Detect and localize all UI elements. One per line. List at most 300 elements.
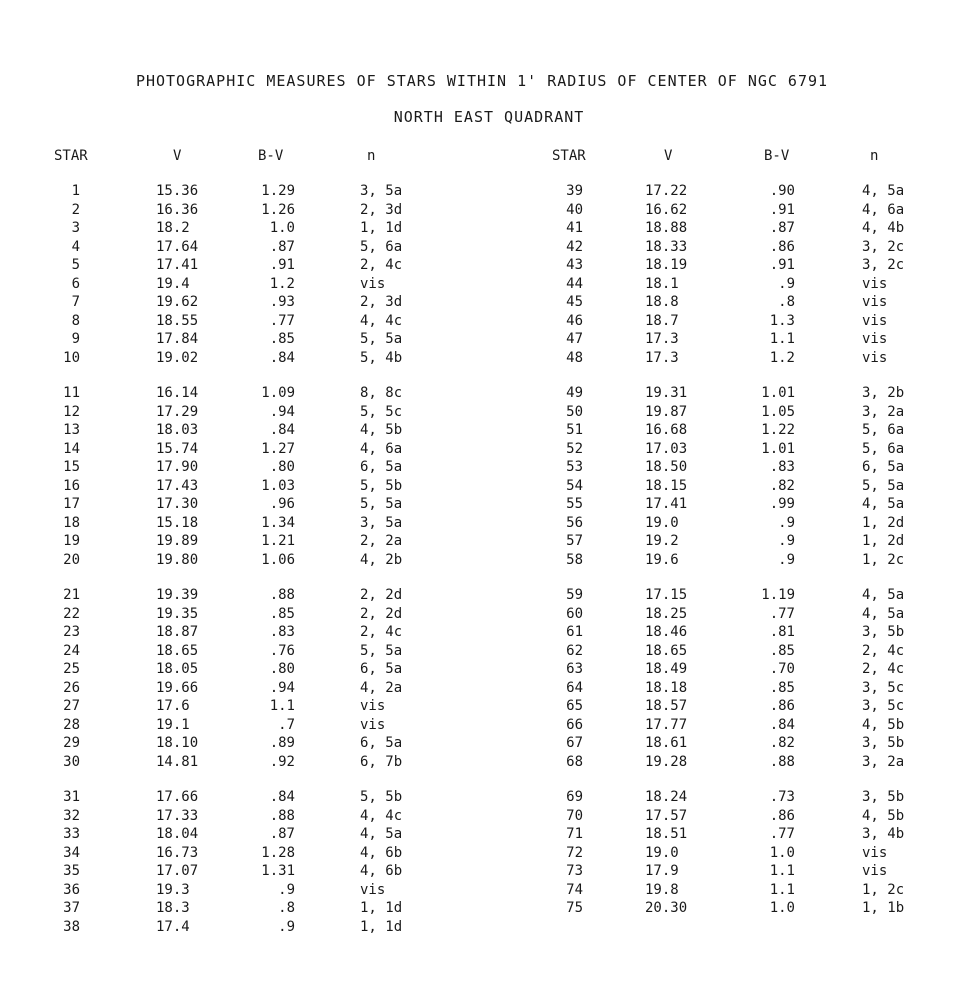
star-number: 57 bbox=[566, 533, 583, 549]
n-count: 3, 5c bbox=[862, 679, 905, 696]
b-v-color: .8 bbox=[278, 900, 295, 916]
n-count: 6, 5a bbox=[862, 459, 905, 475]
v-magnitude: 17.57 bbox=[645, 807, 688, 824]
star-number: 48 bbox=[566, 349, 583, 366]
b-v-color: .76 bbox=[269, 642, 295, 659]
b-v-color: .84 bbox=[769, 716, 795, 733]
b-v-color: 1.1 bbox=[769, 863, 795, 879]
b-v-color: 1.01 bbox=[761, 385, 795, 401]
v-magnitude: 18.65 bbox=[156, 642, 199, 659]
star-number: 58 bbox=[566, 551, 583, 568]
star-number: 5 bbox=[71, 257, 80, 273]
v-magnitude: 17.07 bbox=[156, 863, 199, 879]
b-v-color: .94 bbox=[269, 679, 295, 696]
star-number: 39 bbox=[566, 183, 583, 199]
n-count: 4, 5b bbox=[862, 807, 905, 824]
star-number: 43 bbox=[566, 257, 583, 273]
b-v-color: 1.3 bbox=[769, 312, 795, 329]
header-star-right: STAR bbox=[552, 148, 586, 164]
b-v-color: 1.03 bbox=[261, 477, 295, 494]
b-v-color: .9 bbox=[778, 514, 795, 531]
n-count: 3, 2a bbox=[862, 403, 905, 420]
v-magnitude: 18.03 bbox=[156, 422, 199, 438]
star-number: 64 bbox=[566, 679, 583, 696]
v-magnitude: 17.4 bbox=[156, 918, 190, 935]
star-number: 70 bbox=[566, 807, 583, 824]
b-v-color: 1.09 bbox=[261, 385, 295, 401]
n-count: vis bbox=[862, 294, 888, 310]
v-magnitude: 17.29 bbox=[156, 403, 199, 420]
v-magnitude: 18.88 bbox=[645, 220, 688, 236]
n-count: 4, 6b bbox=[360, 844, 403, 861]
star-number: 1 bbox=[71, 183, 80, 199]
v-magnitude: 18.87 bbox=[156, 624, 199, 640]
star-number: 74 bbox=[566, 881, 583, 898]
star-number: 35 bbox=[63, 863, 80, 879]
star-number: 67 bbox=[566, 735, 583, 751]
star-number: 66 bbox=[566, 716, 583, 733]
v-magnitude: 20.30 bbox=[645, 900, 688, 916]
b-v-color: .84 bbox=[269, 789, 295, 805]
star-number: 40 bbox=[566, 201, 583, 218]
n-count: 3, 5b bbox=[862, 624, 905, 640]
b-v-color: .9 bbox=[278, 918, 295, 935]
b-v-color: .8 bbox=[778, 294, 795, 310]
v-magnitude: 19.0 bbox=[645, 514, 679, 531]
b-v-color: .81 bbox=[769, 624, 795, 640]
n-count: 4, 5a bbox=[360, 826, 403, 842]
n-count: 1, 1d bbox=[360, 918, 403, 935]
v-magnitude: 18.65 bbox=[645, 642, 688, 659]
v-magnitude: 19.39 bbox=[156, 587, 199, 603]
b-v-color: .80 bbox=[269, 661, 295, 677]
star-number: 53 bbox=[566, 459, 583, 475]
star-number: 14 bbox=[63, 440, 80, 457]
n-count: 1, 2c bbox=[862, 881, 905, 898]
star-number: 9 bbox=[71, 331, 80, 347]
v-magnitude: 16.73 bbox=[156, 844, 199, 861]
n-count: 2, 4c bbox=[862, 661, 905, 677]
star-number: 37 bbox=[63, 900, 80, 916]
b-v-color: .91 bbox=[769, 257, 795, 273]
star-number: 28 bbox=[63, 716, 80, 733]
v-magnitude: 18.24 bbox=[645, 789, 688, 805]
v-magnitude: 18.51 bbox=[645, 826, 688, 842]
v-magnitude: 18.3 bbox=[156, 900, 190, 916]
n-count: 3, 5a bbox=[360, 514, 403, 531]
n-count: 4, 5a bbox=[862, 496, 905, 512]
b-v-color: .83 bbox=[269, 624, 295, 640]
document-subtitle: NORTH EAST QUADRANT bbox=[393, 108, 585, 126]
n-count: 1, 1d bbox=[360, 220, 403, 236]
b-v-color: .84 bbox=[269, 422, 295, 438]
star-number: 71 bbox=[566, 826, 583, 842]
n-count: 5, 5a bbox=[360, 331, 403, 347]
v-magnitude: 19.31 bbox=[645, 385, 688, 401]
b-v-color: .88 bbox=[769, 753, 795, 770]
v-magnitude: 19.4 bbox=[156, 275, 190, 292]
v-magnitude: 17.43 bbox=[156, 477, 199, 494]
star-number: 72 bbox=[566, 844, 583, 861]
star-number: 34 bbox=[63, 844, 80, 861]
n-count: 1, 1b bbox=[862, 900, 905, 916]
b-v-color: .70 bbox=[769, 661, 795, 677]
b-v-color: .88 bbox=[269, 807, 295, 824]
b-v-color: .90 bbox=[769, 183, 795, 199]
star-number: 47 bbox=[566, 331, 583, 347]
star-number: 45 bbox=[566, 294, 583, 310]
b-v-color: .87 bbox=[269, 826, 295, 842]
b-v-color: 1.22 bbox=[761, 422, 795, 438]
n-count: 2, 4c bbox=[360, 257, 403, 273]
star-number: 62 bbox=[566, 642, 583, 659]
n-count: 4, 4c bbox=[360, 807, 403, 824]
star-number: 51 bbox=[566, 422, 583, 438]
star-number: 16 bbox=[63, 477, 80, 494]
b-v-color: .89 bbox=[269, 735, 295, 751]
star-number: 50 bbox=[566, 403, 583, 420]
n-count: 1, 2d bbox=[862, 514, 905, 531]
n-count: vis bbox=[862, 349, 888, 366]
n-count: 4, 5a bbox=[862, 587, 905, 603]
n-count: 4, 6a bbox=[360, 440, 403, 457]
n-count: vis bbox=[862, 863, 888, 879]
n-count: 5, 4b bbox=[360, 349, 403, 366]
v-magnitude: 19.02 bbox=[156, 349, 199, 366]
b-v-color: .85 bbox=[269, 605, 295, 622]
star-number: 44 bbox=[566, 275, 583, 292]
v-magnitude: 18.33 bbox=[645, 238, 688, 255]
v-magnitude: 19.62 bbox=[156, 294, 199, 310]
n-count: 2, 3d bbox=[360, 294, 403, 310]
star-number: 46 bbox=[566, 312, 583, 329]
b-v-color: 1.27 bbox=[261, 440, 295, 457]
n-count: 3, 5a bbox=[360, 183, 403, 199]
n-count: 2, 2a bbox=[360, 533, 403, 549]
n-count: 4, 6a bbox=[862, 201, 905, 218]
n-count: 8, 8c bbox=[360, 385, 403, 401]
star-number: 22 bbox=[63, 605, 80, 622]
star-number: 25 bbox=[63, 661, 80, 677]
b-v-color: .9 bbox=[778, 551, 795, 568]
v-magnitude: 19.66 bbox=[156, 679, 199, 696]
n-count: 3, 2c bbox=[862, 238, 905, 255]
star-number: 60 bbox=[566, 605, 583, 622]
v-magnitude: 18.10 bbox=[156, 735, 199, 751]
header-v-right: V bbox=[664, 148, 673, 164]
v-magnitude: 15.18 bbox=[156, 514, 199, 531]
star-number: 7 bbox=[71, 294, 80, 310]
b-v-color: 1.06 bbox=[261, 551, 295, 568]
v-magnitude: 17.9 bbox=[645, 863, 679, 879]
n-count: vis bbox=[862, 331, 888, 347]
header-n-left: n bbox=[367, 148, 376, 164]
star-number: 13 bbox=[63, 422, 80, 438]
b-v-color: 1.31 bbox=[261, 863, 295, 879]
star-number: 55 bbox=[566, 496, 583, 512]
v-magnitude: 16.68 bbox=[645, 422, 688, 438]
n-count: 5, 5a bbox=[360, 642, 403, 659]
v-magnitude: 19.80 bbox=[156, 551, 199, 568]
star-number: 17 bbox=[63, 496, 80, 512]
v-magnitude: 17.03 bbox=[645, 440, 688, 457]
b-v-color: 1.0 bbox=[769, 844, 795, 861]
v-magnitude: 18.05 bbox=[156, 661, 199, 677]
star-number: 2 bbox=[71, 201, 80, 218]
v-magnitude: 17.3 bbox=[645, 331, 679, 347]
v-magnitude: 15.36 bbox=[156, 183, 199, 199]
n-count: 5, 5a bbox=[862, 477, 905, 494]
star-number: 26 bbox=[63, 679, 80, 696]
n-count: 3, 4b bbox=[862, 826, 905, 842]
v-magnitude: 18.04 bbox=[156, 826, 199, 842]
v-magnitude: 19.8 bbox=[645, 881, 679, 898]
b-v-color: 1.21 bbox=[261, 533, 295, 549]
star-number: 61 bbox=[566, 624, 583, 640]
star-number: 52 bbox=[566, 440, 583, 457]
v-magnitude: 19.0 bbox=[645, 844, 679, 861]
star-number: 32 bbox=[63, 807, 80, 824]
star-number: 20 bbox=[63, 551, 80, 568]
n-count: 4, 5b bbox=[360, 422, 403, 438]
v-magnitude: 18.61 bbox=[645, 735, 688, 751]
star-number: 41 bbox=[566, 220, 583, 236]
n-count: 1, 2d bbox=[862, 533, 905, 549]
star-number: 54 bbox=[566, 477, 583, 494]
v-magnitude: 19.28 bbox=[645, 753, 688, 770]
star-number: 18 bbox=[63, 514, 80, 531]
n-count: 3, 5b bbox=[862, 735, 905, 751]
b-v-color: .9 bbox=[778, 533, 795, 549]
n-count: 4, 4b bbox=[862, 220, 905, 236]
v-magnitude: 18.49 bbox=[645, 661, 688, 677]
star-number: 4 bbox=[71, 238, 80, 255]
n-count: 5, 5a bbox=[360, 496, 403, 512]
v-magnitude: 19.1 bbox=[156, 716, 190, 733]
b-v-color: 1.1 bbox=[269, 698, 295, 714]
n-count: 6, 7b bbox=[360, 753, 403, 770]
n-count: 4, 6b bbox=[360, 863, 403, 879]
b-v-color: 1.1 bbox=[769, 881, 795, 898]
star-number: 36 bbox=[63, 881, 80, 898]
star-number: 3 bbox=[71, 220, 80, 236]
n-count: 6, 5a bbox=[360, 661, 403, 677]
star-number: 21 bbox=[63, 587, 80, 603]
b-v-color: 1.19 bbox=[761, 587, 795, 603]
n-count: vis bbox=[862, 312, 888, 329]
v-magnitude: 17.15 bbox=[645, 587, 688, 603]
b-v-color: .88 bbox=[269, 587, 295, 603]
v-magnitude: 19.89 bbox=[156, 533, 199, 549]
star-number: 8 bbox=[71, 312, 80, 329]
star-number: 49 bbox=[566, 385, 583, 401]
star-number: 30 bbox=[63, 753, 80, 770]
b-v-color: 1.29 bbox=[261, 183, 295, 199]
n-count: 2, 4c bbox=[360, 624, 403, 640]
star-number: 31 bbox=[63, 789, 80, 805]
b-v-color: 1.2 bbox=[769, 349, 795, 366]
b-v-color: 1.26 bbox=[261, 201, 295, 218]
v-magnitude: 17.90 bbox=[156, 459, 199, 475]
n-count: 3, 5b bbox=[862, 789, 905, 805]
b-v-color: .85 bbox=[269, 331, 295, 347]
n-count: vis bbox=[862, 275, 888, 292]
v-magnitude: 18.46 bbox=[645, 624, 688, 640]
v-magnitude: 18.50 bbox=[645, 459, 688, 475]
b-v-color: .86 bbox=[769, 698, 795, 714]
n-count: vis bbox=[862, 844, 888, 861]
b-v-color: 1.01 bbox=[761, 440, 795, 457]
b-v-color: .77 bbox=[269, 312, 295, 329]
star-number: 42 bbox=[566, 238, 583, 255]
star-number: 59 bbox=[566, 587, 583, 603]
n-count: 5, 5b bbox=[360, 477, 403, 494]
v-magnitude: 17.22 bbox=[645, 183, 688, 199]
star-number: 73 bbox=[566, 863, 583, 879]
n-count: 4, 5a bbox=[862, 183, 905, 199]
v-magnitude: 18.19 bbox=[645, 257, 688, 273]
v-magnitude: 18.7 bbox=[645, 312, 679, 329]
b-v-color: .85 bbox=[769, 679, 795, 696]
v-magnitude: 18.1 bbox=[645, 275, 679, 292]
b-v-color: .91 bbox=[769, 201, 795, 218]
v-magnitude: 17.84 bbox=[156, 331, 199, 347]
b-v-color: 1.0 bbox=[769, 900, 795, 916]
n-count: 3, 5c bbox=[862, 698, 905, 714]
header-bv-right: B-V bbox=[764, 148, 790, 164]
header-n-right: n bbox=[870, 148, 879, 164]
v-magnitude: 19.3 bbox=[156, 881, 190, 898]
n-count: 2, 2d bbox=[360, 587, 403, 603]
n-count: 4, 5a bbox=[862, 605, 905, 622]
star-number: 63 bbox=[566, 661, 583, 677]
n-count: 1, 2c bbox=[862, 551, 905, 568]
b-v-color: 1.05 bbox=[761, 403, 795, 420]
v-magnitude: 18.25 bbox=[645, 605, 688, 622]
n-count: vis bbox=[360, 275, 386, 292]
v-magnitude: 17.77 bbox=[645, 716, 688, 733]
document-title: PHOTOGRAPHIC MEASURES OF STARS WITHIN 1' RADIUS OF CENTER OF NGC 6791 bbox=[135, 72, 829, 90]
star-number: 10 bbox=[63, 349, 80, 366]
n-count: 5, 6a bbox=[862, 422, 905, 438]
n-count: 5, 5b bbox=[360, 789, 403, 805]
n-count: 3, 2a bbox=[862, 753, 905, 770]
n-count: 6, 5a bbox=[360, 459, 403, 475]
v-magnitude: 14.81 bbox=[156, 753, 199, 770]
v-magnitude: 17.33 bbox=[156, 807, 199, 824]
star-number: 69 bbox=[566, 789, 583, 805]
b-v-color: .9 bbox=[778, 275, 795, 292]
n-count: 5, 6a bbox=[360, 238, 403, 255]
b-v-color: .7 bbox=[278, 716, 295, 733]
n-count: 6, 5a bbox=[360, 735, 403, 751]
n-count: 4, 4c bbox=[360, 312, 403, 329]
b-v-color: .82 bbox=[769, 477, 795, 494]
b-v-color: .82 bbox=[769, 735, 795, 751]
n-count: 2, 3d bbox=[360, 201, 403, 218]
v-magnitude: 19.6 bbox=[645, 551, 679, 568]
v-magnitude: 18.8 bbox=[645, 294, 679, 310]
star-number: 33 bbox=[63, 826, 80, 842]
v-magnitude: 16.14 bbox=[156, 385, 199, 401]
n-count: vis bbox=[360, 698, 386, 714]
b-v-color: .94 bbox=[269, 403, 295, 420]
v-magnitude: 17.30 bbox=[156, 496, 199, 512]
v-magnitude: 18.15 bbox=[645, 477, 688, 494]
b-v-color: .86 bbox=[769, 807, 795, 824]
star-number: 23 bbox=[63, 624, 80, 640]
star-number: 12 bbox=[63, 403, 80, 420]
v-magnitude: 18.55 bbox=[156, 312, 199, 329]
star-number: 38 bbox=[63, 918, 80, 935]
b-v-color: .73 bbox=[769, 789, 795, 805]
v-magnitude: 17.41 bbox=[156, 257, 199, 273]
b-v-color: 1.1 bbox=[769, 331, 795, 347]
n-count: 5, 5c bbox=[360, 403, 403, 420]
star-number: 27 bbox=[63, 698, 80, 714]
b-v-color: .91 bbox=[269, 257, 295, 273]
n-count: 3, 2c bbox=[862, 257, 905, 273]
header-star-left: STAR bbox=[54, 148, 88, 164]
b-v-color: 1.28 bbox=[261, 844, 295, 861]
b-v-color: 1.34 bbox=[261, 514, 295, 531]
v-magnitude: 16.36 bbox=[156, 201, 199, 218]
n-count: 3, 2b bbox=[862, 385, 905, 401]
star-number: 56 bbox=[566, 514, 583, 531]
b-v-color: .80 bbox=[269, 459, 295, 475]
v-magnitude: 18.18 bbox=[645, 679, 688, 696]
v-magnitude: 17.41 bbox=[645, 496, 688, 512]
star-number: 65 bbox=[566, 698, 583, 714]
star-number: 19 bbox=[63, 533, 80, 549]
b-v-color: .9 bbox=[278, 881, 295, 898]
n-count: 5, 6a bbox=[862, 440, 905, 457]
star-number: 29 bbox=[63, 735, 80, 751]
b-v-color: .85 bbox=[769, 642, 795, 659]
header-bv-left: B-V bbox=[258, 148, 284, 164]
b-v-color: .92 bbox=[269, 753, 295, 770]
n-count: vis bbox=[360, 881, 386, 898]
b-v-color: 1.2 bbox=[269, 275, 295, 292]
n-count: 4, 2b bbox=[360, 551, 403, 568]
star-number: 15 bbox=[63, 459, 80, 475]
v-magnitude: 15.74 bbox=[156, 440, 199, 457]
v-magnitude: 18.57 bbox=[645, 698, 688, 714]
n-count: 4, 5b bbox=[862, 716, 905, 733]
star-number: 75 bbox=[566, 900, 583, 916]
v-magnitude: 17.64 bbox=[156, 238, 199, 255]
star-number: 6 bbox=[71, 275, 80, 292]
v-magnitude: 19.2 bbox=[645, 533, 679, 549]
b-v-color: .83 bbox=[769, 459, 795, 475]
b-v-color: .86 bbox=[769, 238, 795, 255]
v-magnitude: 19.87 bbox=[645, 403, 688, 420]
n-count: 2, 2d bbox=[360, 605, 403, 622]
v-magnitude: 18.2 bbox=[156, 220, 190, 236]
n-count: vis bbox=[360, 716, 386, 733]
v-magnitude: 16.62 bbox=[645, 201, 688, 218]
b-v-color: .77 bbox=[769, 826, 795, 842]
v-magnitude: 17.66 bbox=[156, 789, 199, 805]
n-count: 1, 1d bbox=[360, 900, 403, 916]
b-v-color: .93 bbox=[269, 294, 295, 310]
v-magnitude: 19.35 bbox=[156, 605, 199, 622]
b-v-color: .96 bbox=[269, 496, 295, 512]
v-magnitude: 17.3 bbox=[645, 349, 679, 366]
n-count: 4, 2a bbox=[360, 679, 403, 696]
b-v-color: .77 bbox=[769, 605, 795, 622]
b-v-color: .87 bbox=[769, 220, 795, 236]
